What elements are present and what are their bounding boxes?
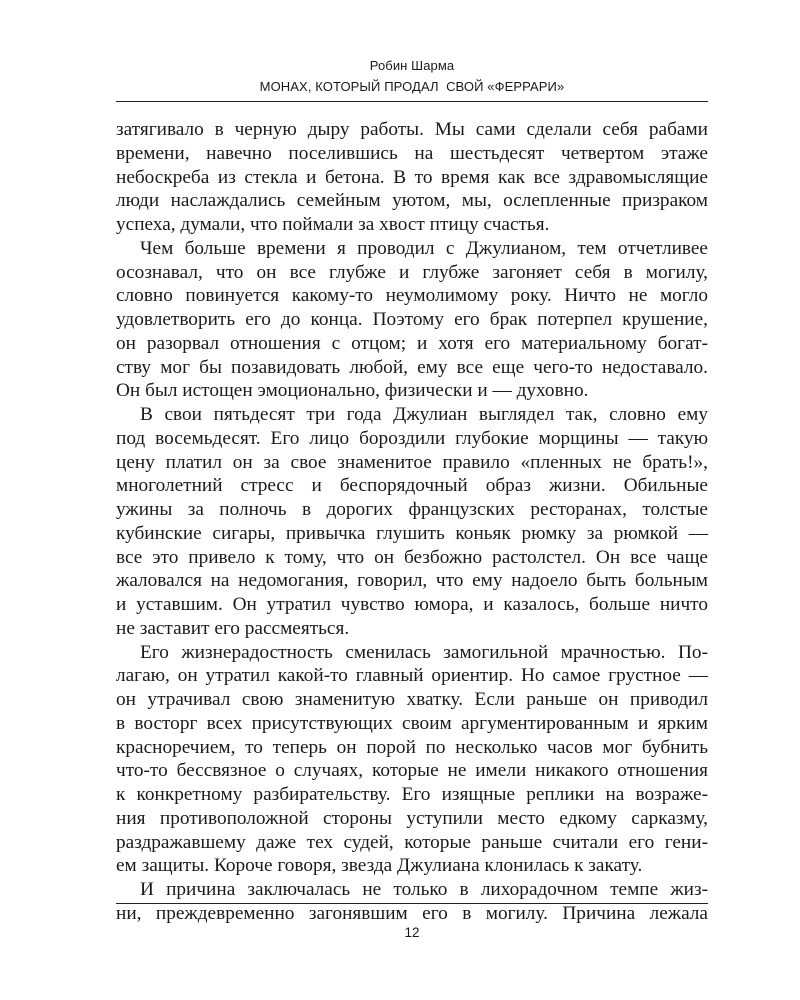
text-line: он утрачивал свою знаменитую хватку. Если раньше он приводил [116,689,708,710]
page-number: 12 [404,925,420,940]
text-line: под восемьдесят. Его лицо бороздили глубокие морщины — такую [116,427,708,449]
text-line: затягивало в черную дыру работы. Мы сами сделали себя рабами [116,119,708,140]
body-text [116,118,708,926]
text-line: В свои пятьдесят три года Джулиан выглядел так, словно ему [140,404,708,425]
text-line: раздражавшему даже тех судей, которые раньше считали его гени- [116,831,708,853]
text-line: времени, навечно поселившись на шестьдесят четвертом этаже [116,142,708,164]
text-line: небоскреба из стекла и бетона. В то время как все здравомыслящие [116,166,708,188]
text-line: не заставит его рассмеяться. [116,617,350,639]
text-line: жаловался на недомогания, говорил, что ему надоело быть больным [116,570,708,592]
text-line: лагаю, он утратил какой-то главный ориентир. Но самое грустное — [116,665,708,687]
running-head-title: МОНАХ, КОТОРЫЙ ПРОДАЛ СВОЙ «ФЕРРАРИ» [259,79,565,94]
text-line: удовлетворить его до конца. Поэтому его брак потерпел крушение, [116,309,708,330]
running-head [116,55,708,97]
text-line: цену платил он за свое знаменитое правило «пленных не брать!», [116,451,708,473]
text-line: к конкретному разбирательству. Его изящные реплики на возраже- [116,784,708,805]
text-line: что-то бессвязное о случаях, которые не имели никакого отношения [116,760,708,782]
text-line: успеха, думали, что поймали за хвост птицу счастья. [116,214,550,235]
text-line: ем защиты. Короче говоря, звезда Джулиана клонилась к закату. [116,855,643,877]
text-line: кубинские сигары, привычка глушить коньяк рюмку за рюмкой — [116,522,708,544]
text-line: люди наслаждались семейным уютом, мы, ослепленные призраком [116,190,708,212]
footer-rule [116,903,708,904]
text-line: и уставшим. Он утратил чувство юмора, и казалось, больше ничто [116,594,708,615]
text-line: осознавал, что он все глубже и глубже загоняет себя в могилу, [116,261,708,283]
text-line: Его жизнерадостность сменилась замогильной мрачностью. По- [140,641,708,663]
text-line: красноречием, то теперь он порой по несколько часов мог бубнить [116,736,708,758]
text-line: в восторг всех присутствующих своим аргументированным и ярким [116,712,708,734]
text-line: словно повинуется какому-то неумолимому року. Ничто не могло [116,285,708,307]
header-rule [116,101,708,102]
text-line: И причина заключалась не только в лихорадочном темпе жиз- [140,879,708,900]
text-line: многолетний стресс и беспорядочный образ жизни. Обильные [116,475,708,497]
text-line: ния противоположной стороны уступили место едкому сарказму, [116,807,708,829]
text-line: все это привело к тому, что он безбожно растолстел. Он все чаще [116,546,708,568]
text-line: ни, преждевременно загонявшим его в могилу. Причина лежала [116,902,708,924]
text-line: Он был истощен эмоционально, физически и — духовно. [116,380,589,402]
text-line: ству мог бы позавидовать любой, ему все еще чего-то недоставало. [116,356,708,378]
text-line: Чем больше времени я проводил с Джулианом, тем отчетливее [140,237,708,259]
running-head-author: Робин Шарма [369,58,455,73]
text-line: ужины за полночь в дорогих французских ресторанах, толстые [116,499,708,520]
text-line: он разорвал отношения с отцом; и хотя его материальному богат- [116,332,708,354]
